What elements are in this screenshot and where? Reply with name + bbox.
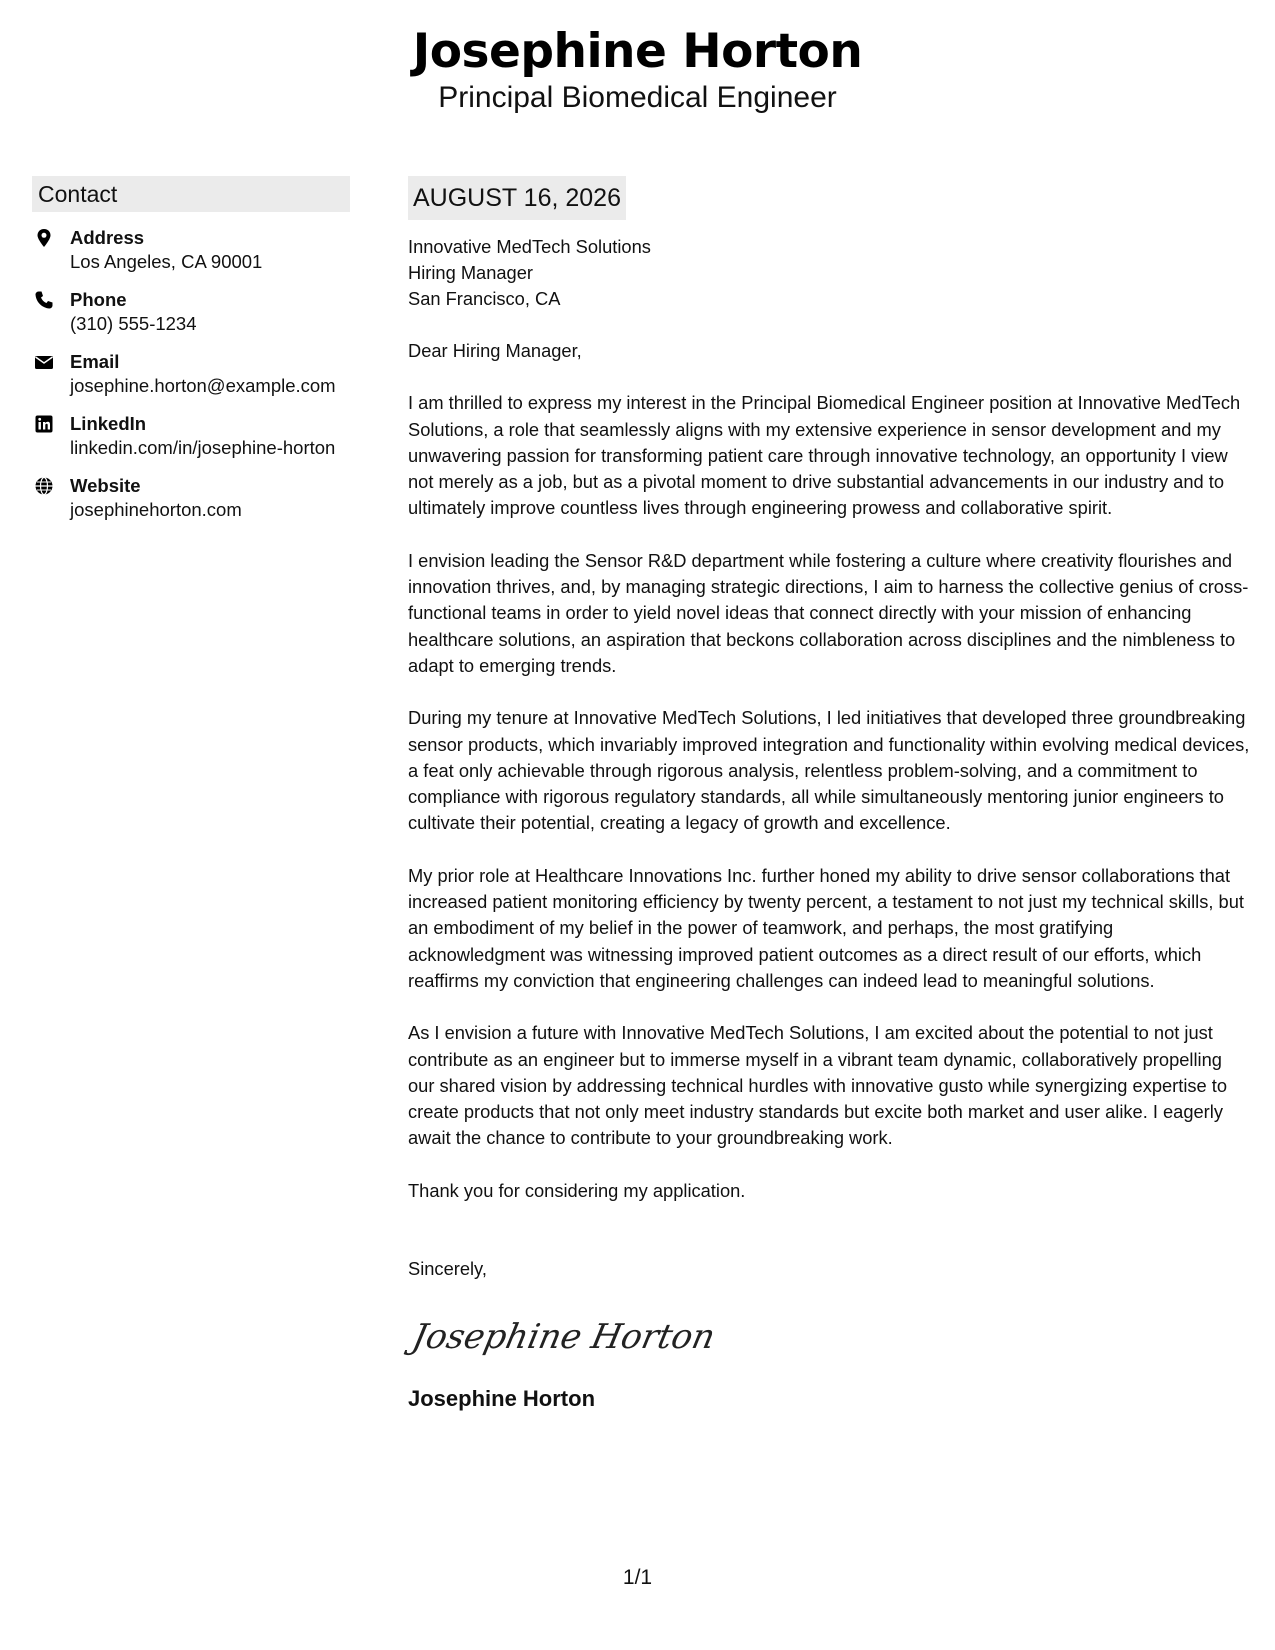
envelope-icon xyxy=(34,352,54,372)
contact-sidebar xyxy=(32,176,350,522)
letter-date: AUGUST 16, 2026 xyxy=(408,176,626,220)
contact-value: linkedin.com/in/josephine-horton xyxy=(70,437,336,458)
signer-name: Josephine Horton xyxy=(408,1386,596,1412)
handwritten-signature xyxy=(408,1304,719,1368)
contact-value: Los Angeles, CA 90001 xyxy=(70,251,263,272)
recipient-block xyxy=(408,234,1253,312)
contact-linkedin xyxy=(32,412,350,460)
contact-value: josephine.horton@example.com xyxy=(70,375,336,396)
contact-website xyxy=(32,474,350,522)
document-header xyxy=(0,24,1275,116)
paragraph: My prior role at Healthcare Innovations Inc. further honed my ability to drive sensor collaborations that increased patient monitoring efficiency by twenty percent, a testament to not just my technical skills, but an embodiment of my belief in the power of teamwork, and perhaps, the most gratifying acknowledgment was witnessing improved patient outcomes as a direct result of our efforts, which reaffirms my conviction that engineering challenges can indeed lead to meaningful solutions. xyxy=(408,864,1244,991)
contact-label: Address xyxy=(70,227,145,248)
paragraph: Thank you for considering my application. xyxy=(408,1179,746,1201)
contact-heading: Contact xyxy=(32,176,350,212)
contact-label: Website xyxy=(70,475,141,496)
phone-icon xyxy=(34,290,54,310)
closing: Sincerely, xyxy=(408,1258,487,1280)
letter-body xyxy=(408,176,1253,1413)
recipient-role: Hiring Manager xyxy=(408,262,533,283)
paragraph: During my tenure at Innovative MedTech Solutions, I led initiatives that developed three groundbreaking sensor products, which invariably improved integration and functionality within evolving medical devices, a feat only achievable through rigorous analysis, relentless problem-solving, and a commitment to compliance with rigorous regulatory standards, all while simultaneously mentoring junior engineers to cultivate their potential, creating a legacy of growth and excellence. xyxy=(408,707,1250,834)
svg-text:Josephine Horton: Josephine Horton xyxy=(408,1317,719,1358)
contact-label: Phone xyxy=(70,289,127,310)
salutation: Dear Hiring Manager, xyxy=(408,340,582,361)
linkedin-icon xyxy=(34,414,54,434)
contact-email xyxy=(32,350,350,398)
contact-address xyxy=(32,226,350,274)
paragraph: I envision leading the Sensor R&D department while fostering a culture where creativity flourishes and innovation thrives, and, by managing strategic directions, I aim to harness the collective genius of cross-functional teams in order to yield novel ideas that connect directly with your mission of enhancing healthcare solutions, an aspiration that beckons collaboration across disciplines and the nimbleness to adapt to emerging trends. xyxy=(408,549,1249,676)
signature-image xyxy=(408,1304,1253,1368)
applicant-title: Principal Biomedical Engineer xyxy=(438,81,837,114)
contact-label: LinkedIn xyxy=(70,413,147,434)
contact-phone xyxy=(32,288,350,336)
contact-label: Email xyxy=(70,351,120,372)
paragraph: As I envision a future with Innovative MedTech Solutions, I am excited about the potential to not just contribute as an engineer but to immerse myself in a vibrant team dynamic, collaboratively propelling our shared vision by addressing technical hurdles with innovative gusto while synergizing expertise to create products that not only meet industry standards but excite both market and user alike. I eagerly await the chance to contribute to your groundbreaking work. xyxy=(408,1022,1228,1149)
applicant-name: Josephine Horton xyxy=(412,24,863,79)
paragraph: I am thrilled to express my interest in the Principal Biomedical Engineer position at Innovative MedTech Solutions, a role that seamlessly aligns with my extensive experience in sensor development and my unwavering passion for transforming patient care through innovative technology, an opportunity I view not merely as a job, but as a pivotal moment to drive substantial advancements in our industry and to ultimately improve countless lives through engineering prowess and collaborative spirit. xyxy=(408,392,1241,519)
page-number: 1/1 xyxy=(622,1566,653,1589)
recipient-company: Innovative MedTech Solutions xyxy=(408,236,651,257)
contact-value: (310) 555-1234 xyxy=(70,313,197,334)
map-pin-icon xyxy=(34,228,54,248)
globe-icon xyxy=(34,476,54,496)
recipient-location: San Francisco, CA xyxy=(408,288,561,309)
contact-value: josephinehorton.com xyxy=(70,499,242,520)
